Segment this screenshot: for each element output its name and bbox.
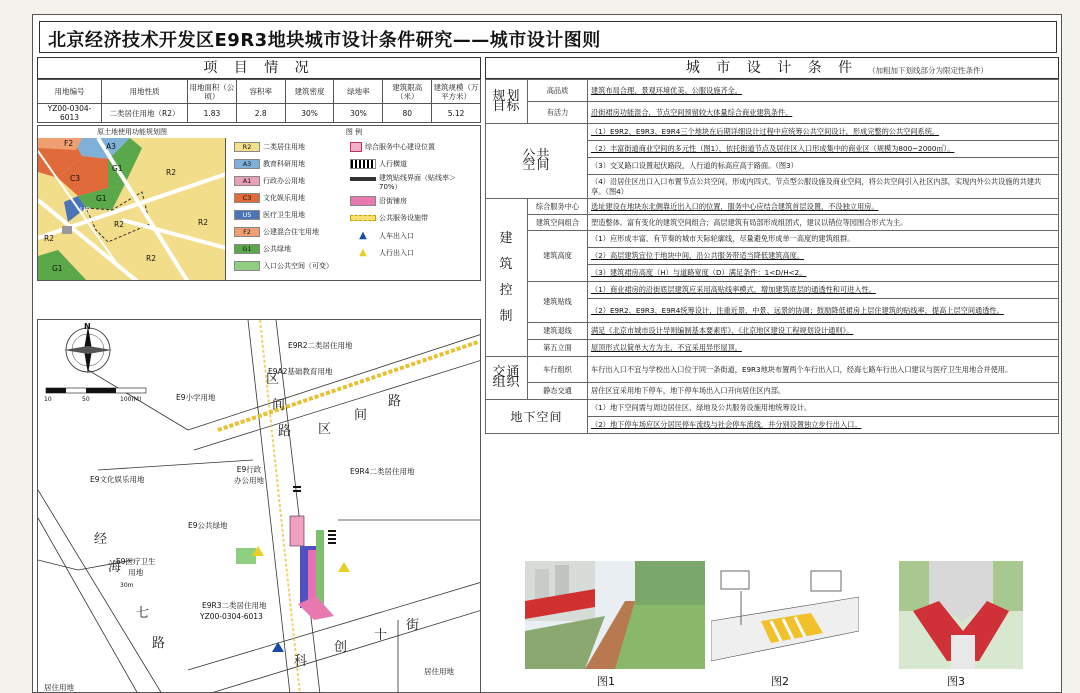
legend-item [234, 261, 333, 271]
map-label: C3 [70, 174, 81, 183]
sub-label: 建筑退线 [528, 323, 588, 340]
road-name-char: 海 [108, 560, 122, 575]
legend-item [350, 174, 469, 192]
legend [228, 126, 480, 281]
condition-bold: （1）商业裙房的沿街底层建筑应采用高贴线率模式，增加建筑底层的通透性和可进入性。 [591, 285, 876, 294]
parcel-label: E9R2二类居住用地 [288, 341, 353, 350]
sub-label: 建筑空间组合 [528, 215, 588, 231]
condition-text [588, 141, 1059, 158]
condition-text: （1）地下空间需与周边居住区、绿地及公共服务设施用地统筹设计。 [588, 400, 1059, 417]
conditions-table [485, 79, 1059, 434]
legend-item [234, 176, 305, 186]
sub-label: 建筑贴线 [528, 282, 588, 323]
legend-label: 文化娱乐用地 [263, 194, 305, 202]
legend-label: 行政办公用地 [263, 177, 305, 185]
legend-swatch: U5 [234, 210, 260, 220]
data-cell: 二类居住用地（R2） [102, 104, 188, 123]
urban-design-map-drawing [38, 320, 481, 693]
data-cell: 2.8 [236, 104, 285, 123]
condition-text [588, 199, 1059, 215]
legend-item [350, 142, 435, 152]
data-cell: 5.12 [432, 104, 481, 123]
legend-item [234, 244, 291, 254]
legend-label: 二类居住用地 [263, 143, 305, 151]
scale-label: 10 [44, 396, 52, 403]
table-row [486, 340, 1059, 357]
parcel-label: E9小学用地 [176, 393, 216, 402]
table-row [486, 215, 1059, 231]
condition-bold: （2）丰富街道商业空间的多元性（图1），依托街道节点及居住区入口形成集中的商业区（规模为800~2000㎡）。 [591, 144, 955, 153]
condition-text [588, 299, 1059, 323]
figure-3-caption: 图3 [947, 675, 965, 688]
map-label: R2 [44, 234, 54, 243]
map-label: G1 [112, 164, 123, 173]
header-cell: 用地面积（公顷） [188, 80, 237, 104]
map-label: R2 [146, 254, 156, 263]
sub-label: 车行组织 [528, 357, 588, 383]
legend-label: 综合服务中心建设位置 [365, 143, 435, 151]
legend-swatch: A1 [234, 176, 260, 186]
parcel-label: E9文化娱乐用地 [90, 475, 145, 484]
map-label: A3 [106, 142, 116, 151]
crosswalk-symbol-icon [350, 159, 376, 169]
conditions-heading-text: 城 市 设 计 条 件 [685, 60, 859, 76]
category-build: 建 筑 控 制 [486, 199, 528, 357]
legend-item [350, 230, 414, 241]
condition-text [588, 340, 1059, 357]
compass-north-label: N [84, 322, 91, 331]
legend-label: 沿街铺房 [379, 197, 407, 205]
condition-text: （3）交叉路口设置起伏路段，人行道的标高应高于路面。（图3） [588, 158, 1059, 175]
condition-text: （1）应形成丰富、有节奏的城市天际轮廓线，尽量避免形成单一高度的建筑组群。 [588, 231, 1059, 248]
parcel-label: E9R4二类居住用地 [350, 467, 415, 476]
sub-label: 有活力 [528, 102, 588, 124]
land-use-map-box [37, 125, 481, 281]
condition-text [588, 248, 1059, 265]
map-label: G1 [96, 194, 107, 203]
condition-text [588, 417, 1059, 434]
table-row [486, 383, 1059, 400]
table-row [486, 231, 1059, 248]
road-name-char: 区 [318, 422, 332, 437]
table-row [486, 282, 1059, 299]
project-data-row [38, 104, 481, 123]
street-shops-symbol-icon [350, 196, 376, 206]
plan-sheet [32, 14, 1062, 693]
legend-item [234, 159, 305, 169]
condition-bold: 满足《北京市城市设计导则编制基本要素库》、《北京地区建设工程规划设计通则》。 [591, 326, 854, 335]
condition-bold: 屋顶形式以简单大方为主，不宜采用异形屋顶。 [591, 343, 742, 352]
legend-swatch: A3 [234, 159, 260, 169]
land-use-map-caption: 原土地使用功能规划图 [97, 128, 167, 136]
project-heading: 项 目 情 况 [37, 57, 481, 79]
header-cell: 建筑密度 [285, 80, 334, 104]
parcel-code-label: YZ00-0304-6013 [200, 612, 263, 621]
legend-item [234, 193, 305, 203]
legend-label: 公共服务设施带 [379, 214, 428, 222]
condition-text: 车行出入口不宜与学校出入口位于同一条街道，E9R3地块布置两个车行出入口，经海七路车行出入口建议与医疗卫生用地合并使用。 [588, 357, 1059, 383]
legend-label: 人行横道 [379, 160, 407, 168]
header-cell: 容积率 [236, 80, 285, 104]
legend-swatch: F2 [234, 227, 260, 237]
legend-swatch [234, 261, 260, 271]
road-name-char: 街 [406, 618, 420, 633]
road-name-char: 经 [94, 532, 108, 547]
condition-text [588, 124, 1059, 141]
road-name-char: 七 [136, 606, 150, 621]
road-name-char: 路 [388, 394, 402, 409]
legend-label: 公建混合住宅用地 [263, 228, 319, 236]
condition-bold: （2）地下停车场应区分居民停车流线与社会停车流线，并分别设置独立步行出入口。 [591, 420, 862, 429]
project-header-row [38, 80, 481, 104]
sub-label: 综合服务中心 [528, 199, 588, 215]
condition-bold: （2）高层建筑宜位于地块中间，沿公共服务带适当降低建筑高度。 [591, 251, 805, 260]
category-traffic: 交通 组织 [486, 357, 528, 400]
figure-3-image [899, 561, 1023, 669]
map-label: R2 [166, 168, 176, 177]
legend-swatch: C3 [234, 193, 260, 203]
land-use-map [38, 138, 226, 281]
condition-bold: 沿街裙房功能混合，节点空间预留较大体量综合商业建筑条件。 [591, 107, 793, 117]
data-cell: 30% [334, 104, 383, 123]
condition-bold: 选址建设在地块东北侧靠近出入口的位置，服务中心应结合建筑首层设置，不设独立用房。 [591, 201, 879, 211]
parcel-label: E9公共绿地 [188, 521, 228, 530]
sub-label: 建筑高度 [528, 231, 588, 282]
legend-item [350, 247, 414, 258]
sub-label: 高品质 [528, 80, 588, 102]
header-cell: 建筑限高（米） [383, 80, 432, 104]
figure-2-image [711, 561, 859, 669]
parcel-label: 居住用地 [424, 667, 454, 676]
frontage-line-symbol-icon [350, 177, 376, 181]
table-row [486, 102, 1059, 124]
service-belt-symbol-icon [350, 215, 376, 221]
legend-label: 建筑贴线界面（贴线率＞70%） [379, 174, 456, 191]
condition-text [588, 323, 1059, 340]
condition-bold: （1）E9R2、E9R3、E9R4三个地块在后期详细设计过程中应统筹公共空间设计，形成完整的公共空间系统。 [591, 127, 940, 136]
street-commerce-illustration [525, 561, 705, 669]
table-row [486, 199, 1059, 215]
reference-figures [485, 553, 1059, 693]
parcel-label: E9行政 办公用地 [234, 465, 264, 485]
map-label: R2 [114, 220, 124, 229]
table-row [486, 357, 1059, 383]
road-name-char: 十 [374, 628, 388, 643]
legend-label: 医疗卫生用地 [263, 211, 305, 219]
figure-1-caption: 图1 [597, 675, 615, 688]
conditions-heading [485, 57, 1059, 79]
table-row [486, 323, 1059, 340]
legend-item [234, 210, 305, 220]
urban-design-map [37, 319, 481, 693]
data-cell: 30% [285, 104, 334, 123]
legend-item [234, 142, 305, 152]
data-cell: 1.83 [188, 104, 237, 123]
header-cell: 建筑规模（万平方米） [432, 80, 481, 104]
scale-label: 50 [82, 396, 90, 403]
legend-caption: 图 例 [345, 128, 363, 136]
road-name-char: 间 [354, 408, 368, 423]
condition-text: 居住区宜采用地下停车，地下停车场出入口开向居住区内部。 [588, 383, 1059, 400]
legend-label: 人车出入口 [379, 231, 414, 240]
road-name-char: 区 [266, 372, 280, 387]
service-center-symbol-icon [350, 142, 362, 152]
map-label: R2 [198, 218, 208, 227]
raised-crossing-illustration [711, 561, 859, 669]
scale-label: 100(M) [120, 396, 142, 403]
table-row [486, 80, 1059, 102]
legend-item [350, 196, 407, 206]
legend-label: 公共绿地 [263, 245, 291, 253]
header-cell: 用地编号 [38, 80, 102, 104]
legend-label: 教育科研用地 [263, 160, 305, 168]
pedestrian-entrance-icon: ▲ [359, 247, 367, 258]
road-name-char: 路 [152, 636, 166, 651]
sub-label: 第五立面 [528, 340, 588, 357]
road-name-char: 创 [334, 640, 348, 655]
page-title: 北京经济技术开发区E9R3地块城市设计条件研究——城市设计图则 [39, 21, 1057, 53]
vehicle-entrance-icon: ▲ [359, 230, 367, 241]
header-cell: 绿地率 [334, 80, 383, 104]
legend-item [350, 159, 407, 169]
parcel-label: 居住用地 [44, 683, 74, 692]
condition-text [588, 265, 1059, 282]
condition-text [588, 102, 1059, 124]
map-label: U5 [80, 206, 91, 215]
condition-bold: （3）建筑裙房高度（H）与道路宽度（D）满足条件：1<D/H<2。 [591, 268, 807, 277]
table-row [486, 400, 1059, 417]
data-cell: YZ00-0304-6013 [38, 104, 102, 123]
legend-swatch: G1 [234, 244, 260, 254]
map-label: G1 [52, 264, 63, 273]
corner-space-illustration [899, 561, 1023, 669]
header-cell: 用地性质 [102, 80, 188, 104]
legend-swatch: R2 [234, 142, 260, 152]
category-plan: 规划 目标 [486, 80, 528, 124]
project-table [37, 79, 481, 123]
legend-item [234, 227, 319, 237]
left-panel [37, 57, 481, 693]
category-underground: 地下空间 [486, 400, 588, 434]
condition-text: （4）沿居住区出口入口布置节点公共空间，形成内四式、节点型公服设施及商业空间，将公共空间引入社区内部，实现内外公共设施的共建共享。（图4） [588, 175, 1059, 199]
condition-text [588, 80, 1059, 102]
condition-bold: （2）E9R2、E9R3、E9R4统筹设计，注重近景、中景、远景的协调；鼓励降低裙房上层住建筑的贴线率，提高上层空间通透性。 [591, 305, 1004, 315]
land-use-map-drawing [38, 138, 226, 281]
map-label: F2 [64, 139, 74, 148]
table-row [486, 124, 1059, 141]
conditions-note: （加粗加下划线部分为限定性条件） [868, 66, 988, 75]
conditions-panel [485, 57, 1059, 693]
figure-2-caption: 图2 [771, 675, 789, 688]
figure-1-image [525, 561, 705, 669]
condition-text [588, 282, 1059, 299]
road-name-char: 科 [294, 654, 308, 669]
sub-label: 静态交通 [528, 383, 588, 400]
parcel-label: E9医疗卫生 用地 [116, 557, 156, 577]
category-space: 公共 空间 [486, 124, 588, 199]
legend-label: 入口公共空间（可变） [263, 262, 333, 270]
road-width-label: 30m [120, 582, 134, 589]
parcel-label: E9R3二类居住用地 [202, 601, 267, 610]
data-cell: 80 [383, 104, 432, 123]
legend-item [350, 213, 428, 223]
road-name-char: 间 [272, 398, 286, 413]
parcel-label: E9A2基础教育用地 [268, 367, 333, 376]
condition-bold: 建筑布局合理、景观环境优美、公服设施齐全。 [591, 85, 742, 95]
road-name-char: 路 [278, 424, 292, 439]
legend-label: 人行出入口 [379, 248, 414, 257]
condition-text: 塑造整体、富有变化的建筑空间组合；高层建筑有局部形成组团式，建议以错位等园围合形式为主。 [588, 215, 1059, 231]
